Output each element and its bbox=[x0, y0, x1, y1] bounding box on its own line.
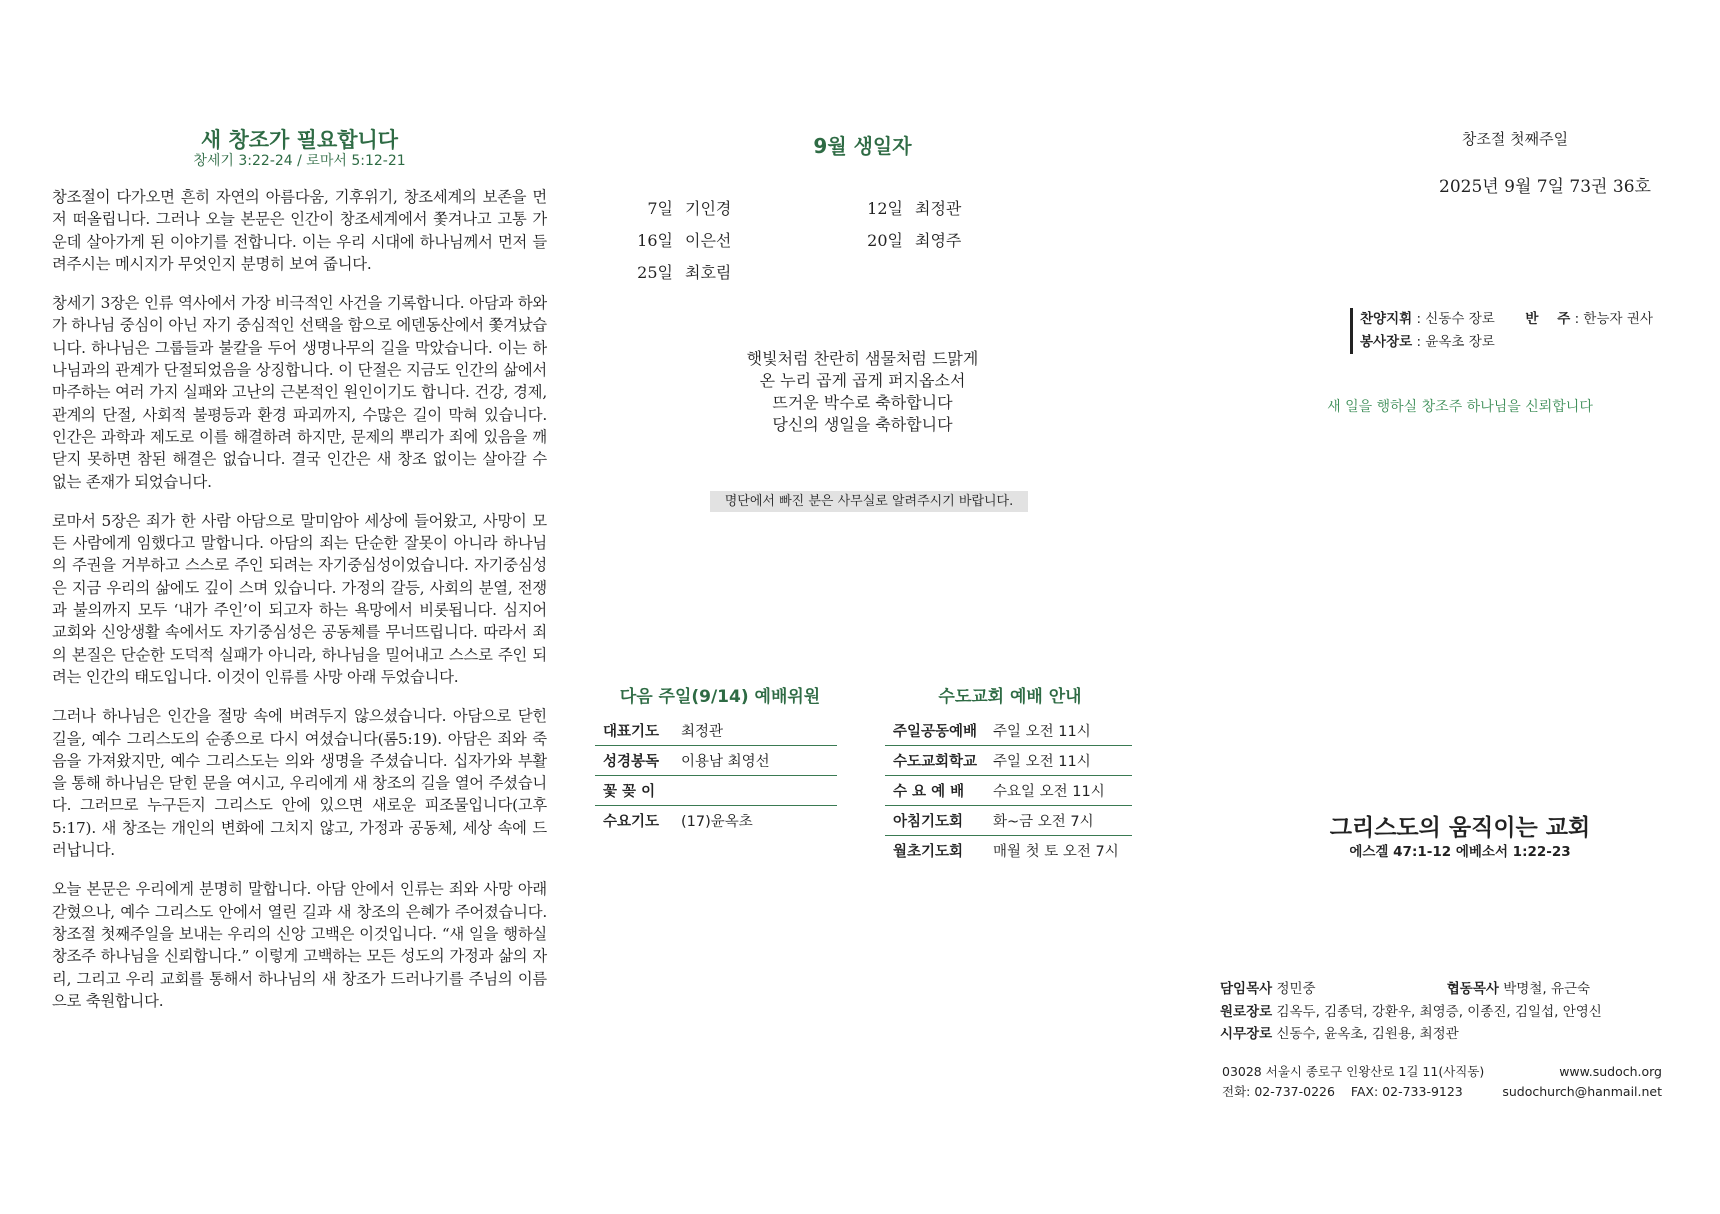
birthday-day: 12일 bbox=[867, 199, 903, 218]
staff-label: 찬양지휘 bbox=[1360, 311, 1413, 327]
staff-row bbox=[1360, 331, 1653, 354]
birthday-entry bbox=[855, 196, 961, 219]
table-row bbox=[595, 716, 837, 746]
birthday-title: 9월 생일자 bbox=[813, 134, 912, 158]
staff-value: : 윤옥초 장로 bbox=[1416, 334, 1495, 350]
sermon-scripture-reference: 창세기 3:22-24 / 로마서 5:12-21 bbox=[193, 153, 406, 169]
church-verse: 에스겔 47:1-12 에베소서 1:22-23 bbox=[1349, 844, 1571, 860]
next-week-table bbox=[595, 716, 837, 835]
poem-line: 당신의 생일을 축하합니다 bbox=[772, 415, 953, 434]
contact-row bbox=[1222, 1062, 1662, 1082]
birthday-entry bbox=[625, 228, 731, 251]
clergy-value: 김옥두, 김종덕, 강환우, 최영증, 이종진, 김일섭, 안영신 bbox=[1276, 1003, 1602, 1020]
table-row bbox=[885, 806, 1132, 836]
poem-line: 뜨거운 박수로 축하합니다 bbox=[772, 393, 953, 412]
name-cell: (17)윤옥초 bbox=[681, 814, 753, 830]
clergy-label: 협동목사 bbox=[1446, 981, 1499, 997]
service-cell: 수도교회학교 bbox=[885, 746, 985, 776]
table-row bbox=[885, 746, 1132, 776]
birthday-entry bbox=[625, 196, 731, 219]
birthday-day: 7일 bbox=[647, 199, 673, 218]
birthday-entry bbox=[855, 228, 961, 251]
birthday-name: 최정관 bbox=[915, 199, 962, 218]
liturgical-season: 창조절 첫째주일 bbox=[1461, 130, 1569, 148]
clergy-list bbox=[1220, 978, 1602, 1046]
birthday-day: 16일 bbox=[637, 231, 673, 250]
worship-staff bbox=[1350, 308, 1653, 354]
church-name: 그리스도의 움직이는 교회 bbox=[1329, 815, 1591, 841]
church-contact bbox=[1222, 1062, 1662, 1102]
birthday-name: 이은선 bbox=[685, 231, 732, 250]
clergy-value: 박명철, 유근숙 bbox=[1503, 981, 1591, 997]
poem-line: 온 누리 곱게 곱게 퍼지옵소서 bbox=[759, 371, 966, 390]
clergy-value: 정민중 bbox=[1276, 981, 1316, 997]
sermon-paragraph: 로마서 5장은 죄가 한 사람 아담으로 말미암아 세상에 들어왔고, 사망이 모든 사람에게 임했다고 말합니다. 아담의 죄는 단순한 잘못이 아니라 하나님의 주권을 거부하고 스스로 주인 되려는 자기중심성이었습니다. 자기중심성은 지금 우리의 삶에도 깊이 스며 있습니다. 가정의 갈등, 사회의 분열, 전쟁과 불의까지 모두 ‘내가 주인’이 되고자 하는 욕망에서 비롯됩니다. 심지어 교회와 신앙생활 속에서도 자기중심성은 공동체를 무너뜨립니다. 따라서 죄의 본질은 단순한 도덕적 실패가 아니라, 하나님을 밀어내고 스스로 주인 되려는 인간의 태도입니다. 이것이 인류를 사망 아래 두었습니다. bbox=[52, 511, 547, 686]
name-cell: 최정관 bbox=[673, 716, 837, 746]
birthday-entry bbox=[625, 260, 731, 283]
table-row bbox=[885, 716, 1132, 746]
table-row bbox=[595, 806, 837, 836]
sermon-body bbox=[52, 186, 547, 1029]
sermon-paragraph: 창조절이 다가오면 흔히 자연의 아름다움, 기후위기, 창조세계의 보존을 먼저 떠올립니다. 그러나 오늘 본문은 인간이 창조세계에서 쫓겨나고 고통 가운데 살아가게 된 이야기를 전합니다. 이는 우리 시대에 하나님께서 먼저 들려주시는 메시지가 무엇인지 분명히 보여 줍니다. bbox=[52, 188, 547, 273]
time-cell: 매월 첫 토 오전 7시 bbox=[993, 844, 1119, 860]
birthday-name: 최호림 bbox=[685, 263, 732, 282]
role-cell: 꽃 꽂 이 bbox=[595, 776, 673, 806]
sermon-paragraph: 그러나 하나님은 인간을 절망 속에 버려두지 않으셨습니다. 아담으로 닫힌 길을, 예수 그리스도의 순종으로 다시 여셨습니다(롬5:19). 아담은 죄와 죽음을 가져왔지만, 예수 그리스도는 의와 생명을 주셨습니다. 십자가와 부활을 통해 하나님은 닫힌 문을 여시고, 우리에게 새 창조의 길을 열어 주셨습니다. 그러므로 누구든지 그리스도 안에 있으면 새로운 피조물입니다(고후 5:17). 새 창조는 개인의 변화에 그치지 않고, 가정과 공동체, 세상 속에 드러납니다. bbox=[52, 707, 547, 860]
service-cell: 주일공동예배 bbox=[885, 716, 985, 746]
clergy-row bbox=[1220, 978, 1602, 1001]
church-address: 03028 서울시 종로구 인왕산로 1길 11(사직동) bbox=[1222, 1064, 1485, 1079]
birthday-notice: 명단에서 빠진 분은 사무실로 알려주시기 바랍니다. bbox=[710, 491, 1028, 512]
staff-row bbox=[1360, 308, 1653, 331]
worship-guide-table bbox=[885, 716, 1132, 865]
contact-row bbox=[1222, 1082, 1662, 1102]
service-cell: 아침기도회 bbox=[885, 806, 985, 836]
role-cell: 성경봉독 bbox=[595, 746, 673, 776]
clergy-label: 시무장로 bbox=[1220, 1026, 1273, 1042]
staff-value: : 한능자 권사 bbox=[1574, 311, 1653, 327]
birthday-name: 최영주 bbox=[915, 231, 962, 250]
time-cell: 수요일 오전 11시 bbox=[985, 776, 1132, 806]
service-cell: 월초기도회 bbox=[893, 844, 964, 860]
church-motto: 새 일을 행하실 창조주 하나님을 신뢰합니다 bbox=[1327, 399, 1593, 415]
sermon-paragraph: 오늘 본문은 우리에게 분명히 말합니다. 아담 안에서 인류는 죄와 사망 아래 갇혔으나, 예수 그리스도 안에서 열린 길과 새 창조의 은혜가 주어졌습니다. 창조절 첫째주일을 보내는 우리의 신앙 고백은 이것입니다. “새 일을 행하실 창조주 하나님을 신뢰합니다.” 이렇게 고백하는 모든 성도의 가정과 삶의 자리, 그리고 우리 교회를 통해서 하나님의 새 창조가 드러나기를 주님의 이름으로 축원합니다. bbox=[52, 880, 547, 1010]
staff-label: 반 주 bbox=[1525, 311, 1571, 327]
time-cell: 주일 오전 11시 bbox=[985, 716, 1132, 746]
table-row bbox=[885, 836, 1132, 866]
clergy-row bbox=[1220, 1001, 1602, 1024]
birthday-day: 25일 bbox=[637, 263, 673, 282]
sermon-title: 새 창조가 필요합니다 bbox=[200, 128, 399, 152]
birthday-poem bbox=[600, 348, 1125, 436]
worship-guide-title: 수도교회 예배 안내 bbox=[938, 687, 1082, 707]
poem-line: 햇빛처럼 찬란히 샘물처럼 드맑게 bbox=[746, 349, 979, 368]
sermon-paragraph: 창세기 3장은 인류 역사에서 가장 비극적인 사건을 기록합니다. 아담과 하와가 하나님 중심이 아닌 자기 중심적인 선택을 함으로 에덴동산에서 쫓겨났습니다. 하나님은 그룹들과 불칼을 두어 생명나무의 길을 막았습니다. 이는 하나님과의 관계가 단절되었음을 상징합니다. 이 단절은 지금도 인간의 삶에서 마주하는 여러 가지 실패와 고난의 근본적인 원인이기도 합니다. 건강, 경제, 관계의 단절, 사회적 불평등과 환경 파괴까지, 수많은 길이 막혀 있습니다. 인간은 과학과 제도로 이를 해결하려 하지만, 문제의 뿌리가 죄에 있음을 깨닫지 못하면 참된 해결은 없습니다. 결국 인간은 새 창조 없이는 살아갈 수 없는 존재가 되었습니다. bbox=[52, 294, 547, 491]
role-cell: 수요기도 bbox=[603, 814, 660, 830]
clergy-label: 담임목사 bbox=[1220, 981, 1273, 997]
role-cell: 대표기도 bbox=[595, 716, 673, 746]
bulletin-date: 2025년 9월 7일 73권 36호 bbox=[1439, 177, 1651, 197]
name-cell bbox=[673, 776, 837, 806]
service-cell: 수 요 예 배 bbox=[885, 776, 985, 806]
church-website: www.sudoch.org bbox=[1559, 1064, 1662, 1079]
clergy-row bbox=[1220, 1023, 1602, 1046]
birthday-day: 20일 bbox=[867, 231, 903, 250]
time-cell: 주일 오전 11시 bbox=[985, 746, 1132, 776]
staff-value: : 신동수 장로 bbox=[1416, 311, 1495, 327]
clergy-value: 신동수, 윤옥초, 김원용, 최정관 bbox=[1276, 1026, 1459, 1042]
clergy-label: 원로장로 bbox=[1220, 1003, 1273, 1020]
time-cell: 화~금 오전 7시 bbox=[985, 806, 1132, 836]
next-week-title: 다음 주일(9/14) 예배위원 bbox=[619, 687, 821, 707]
table-row bbox=[885, 776, 1132, 806]
birthday-name: 기인경 bbox=[685, 199, 732, 218]
staff-label: 봉사장로 bbox=[1360, 334, 1413, 350]
church-phone-fax: 전화: 02-737-0226 FAX: 02-733-9123 bbox=[1222, 1084, 1463, 1099]
church-email: sudochurch@hanmail.net bbox=[1502, 1084, 1662, 1099]
table-row bbox=[595, 776, 837, 806]
name-cell: 이용남 최영선 bbox=[673, 746, 837, 776]
table-row bbox=[595, 746, 837, 776]
